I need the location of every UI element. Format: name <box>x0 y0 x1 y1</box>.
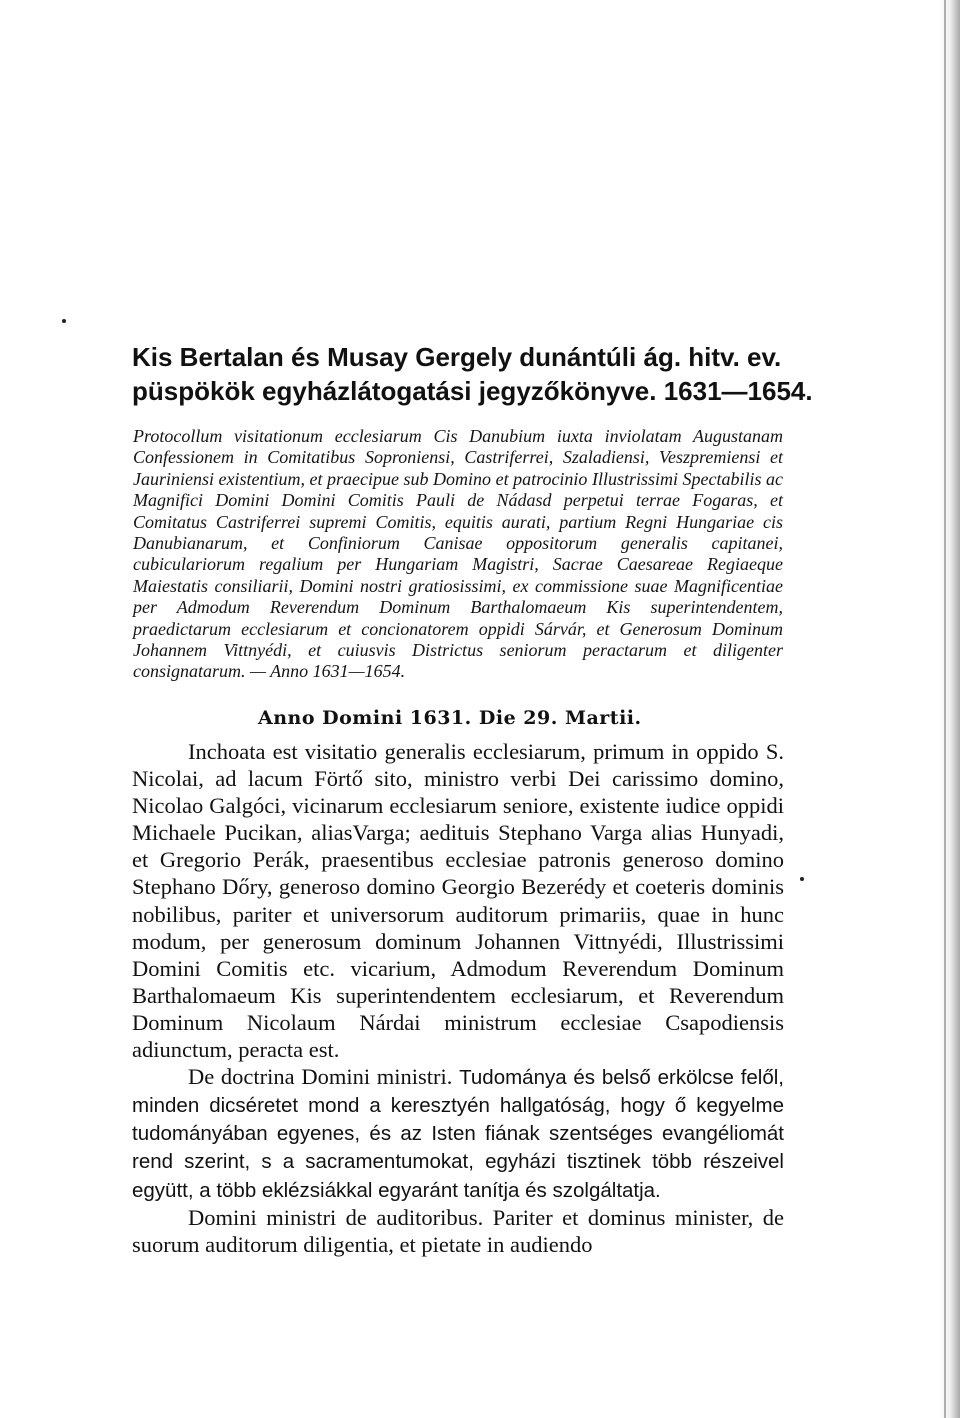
paragraph-1-latin: Inchoata est visitatio generalis ecclesiarum, primum in oppido S. Nicolai, ad lacum Förtő sito, ministro verbi Dei carissimo domino, Nicolao Galgóci, vicinarum ecclesiarum seniore, existente iudice oppidi Michaele Pucikan, aliasVarga; aedituis Stephano Varga alias Hunyadi, et Gregorio Perák, praesentibus ecclesiae patronis generoso domino Stephano Dőry, generoso domino Georgio Bezerédy et coeteris dominis nobilibus, pariter et universorum auditorum primariis, quae in hunc modum, per generosum dominum Johannen Vittnyédi, Illustrissimi Domini Comitis etc. vicarium, Admodum Reverendum Dominum Barthalomaeum Kis superintendentem ecclesiarum, et Reverendum Dominum Nicolaum Nárdai ministrum ecclesiae Csapodiensis adiunctum, peracta est. <box>132 739 784 1063</box>
stray-mark <box>62 319 66 323</box>
paragraph-1 <box>132 738 784 1063</box>
stray-mark <box>800 877 804 881</box>
paragraph-2-latin: De doctrina Domini ministri. <box>188 1064 453 1090</box>
latin-abstract: Protocollum visitationum ecclesiarum Cis Danubium iuxta inviolatam Augustanam Confessionem in Comitatibus Soproniensi, Castriferrei, Szaladiensi, Veszpremiensi et Jauriniensi existentium, et praecipue sub Domino et patrocinio Illustrissimi Spectabilis ac Magnifici Domini Domini Comitis Pauli de Nádasd perpetui terrae Fogaras, et Comitatus Castriferrei supremi Comitis, equitis aurati, partium Regni Hungariae cis Danubianarum, et Confiniorum Canisae oppositorum generalis capitanei, cubiculariorum regalium per Hungariam Magistri, Sacrae Caesareae Regiaeque Maiestatis consiliarii, Domini nostri gratiosissimi, ex commissione suae Magnificentiae per Admodum Reverendum Dominum Barthalomaeum Kis superintendentem, praedictarum ecclesiarum et concionatorem oppidi Sárvár, et Generosum Dominum Johannem Vittnyédi, et cuiusvis Districtus seniorum peractarum et diligenter consignatarum. — Anno 1631—1654. <box>133 426 783 682</box>
paragraph-3-latin: Domini ministri de auditoribus. Pariter et dominus minister, de suorum auditorum diligentia, et pietate in audiendo <box>132 1204 784 1257</box>
document-title <box>132 340 812 408</box>
paragraph-3 <box>132 1204 784 1258</box>
body-text <box>132 738 784 1258</box>
title-line-1: Kis Bertalan és Musay Gergely dunántúli ág. hitv. ev. <box>132 342 782 372</box>
paragraph-2-hungarian: Tudománya és belső erkölcse felől, minden dicséretet mond a keresztyén hallgatóság, hogy ő kegyelme tudományában egyenes, és az Isten fiának szentséges evangéliomát rend szerint, s a sacramentumokat, egyházi tisztinek több részeivel együtt, a több eklézsiákkal egyaránt tanítja és szolgáltatja. <box>132 1066 785 1202</box>
paragraph-2 <box>132 1063 784 1203</box>
page-edge-shadow <box>938 0 960 1418</box>
date-heading: Anno Domini 1631. Die 29. Martii. <box>258 707 642 729</box>
page-edge-line <box>944 0 946 1418</box>
title-line-2: püspökök egyházlátogatási jegyzőkönyve. 1631—1654. <box>132 376 813 406</box>
